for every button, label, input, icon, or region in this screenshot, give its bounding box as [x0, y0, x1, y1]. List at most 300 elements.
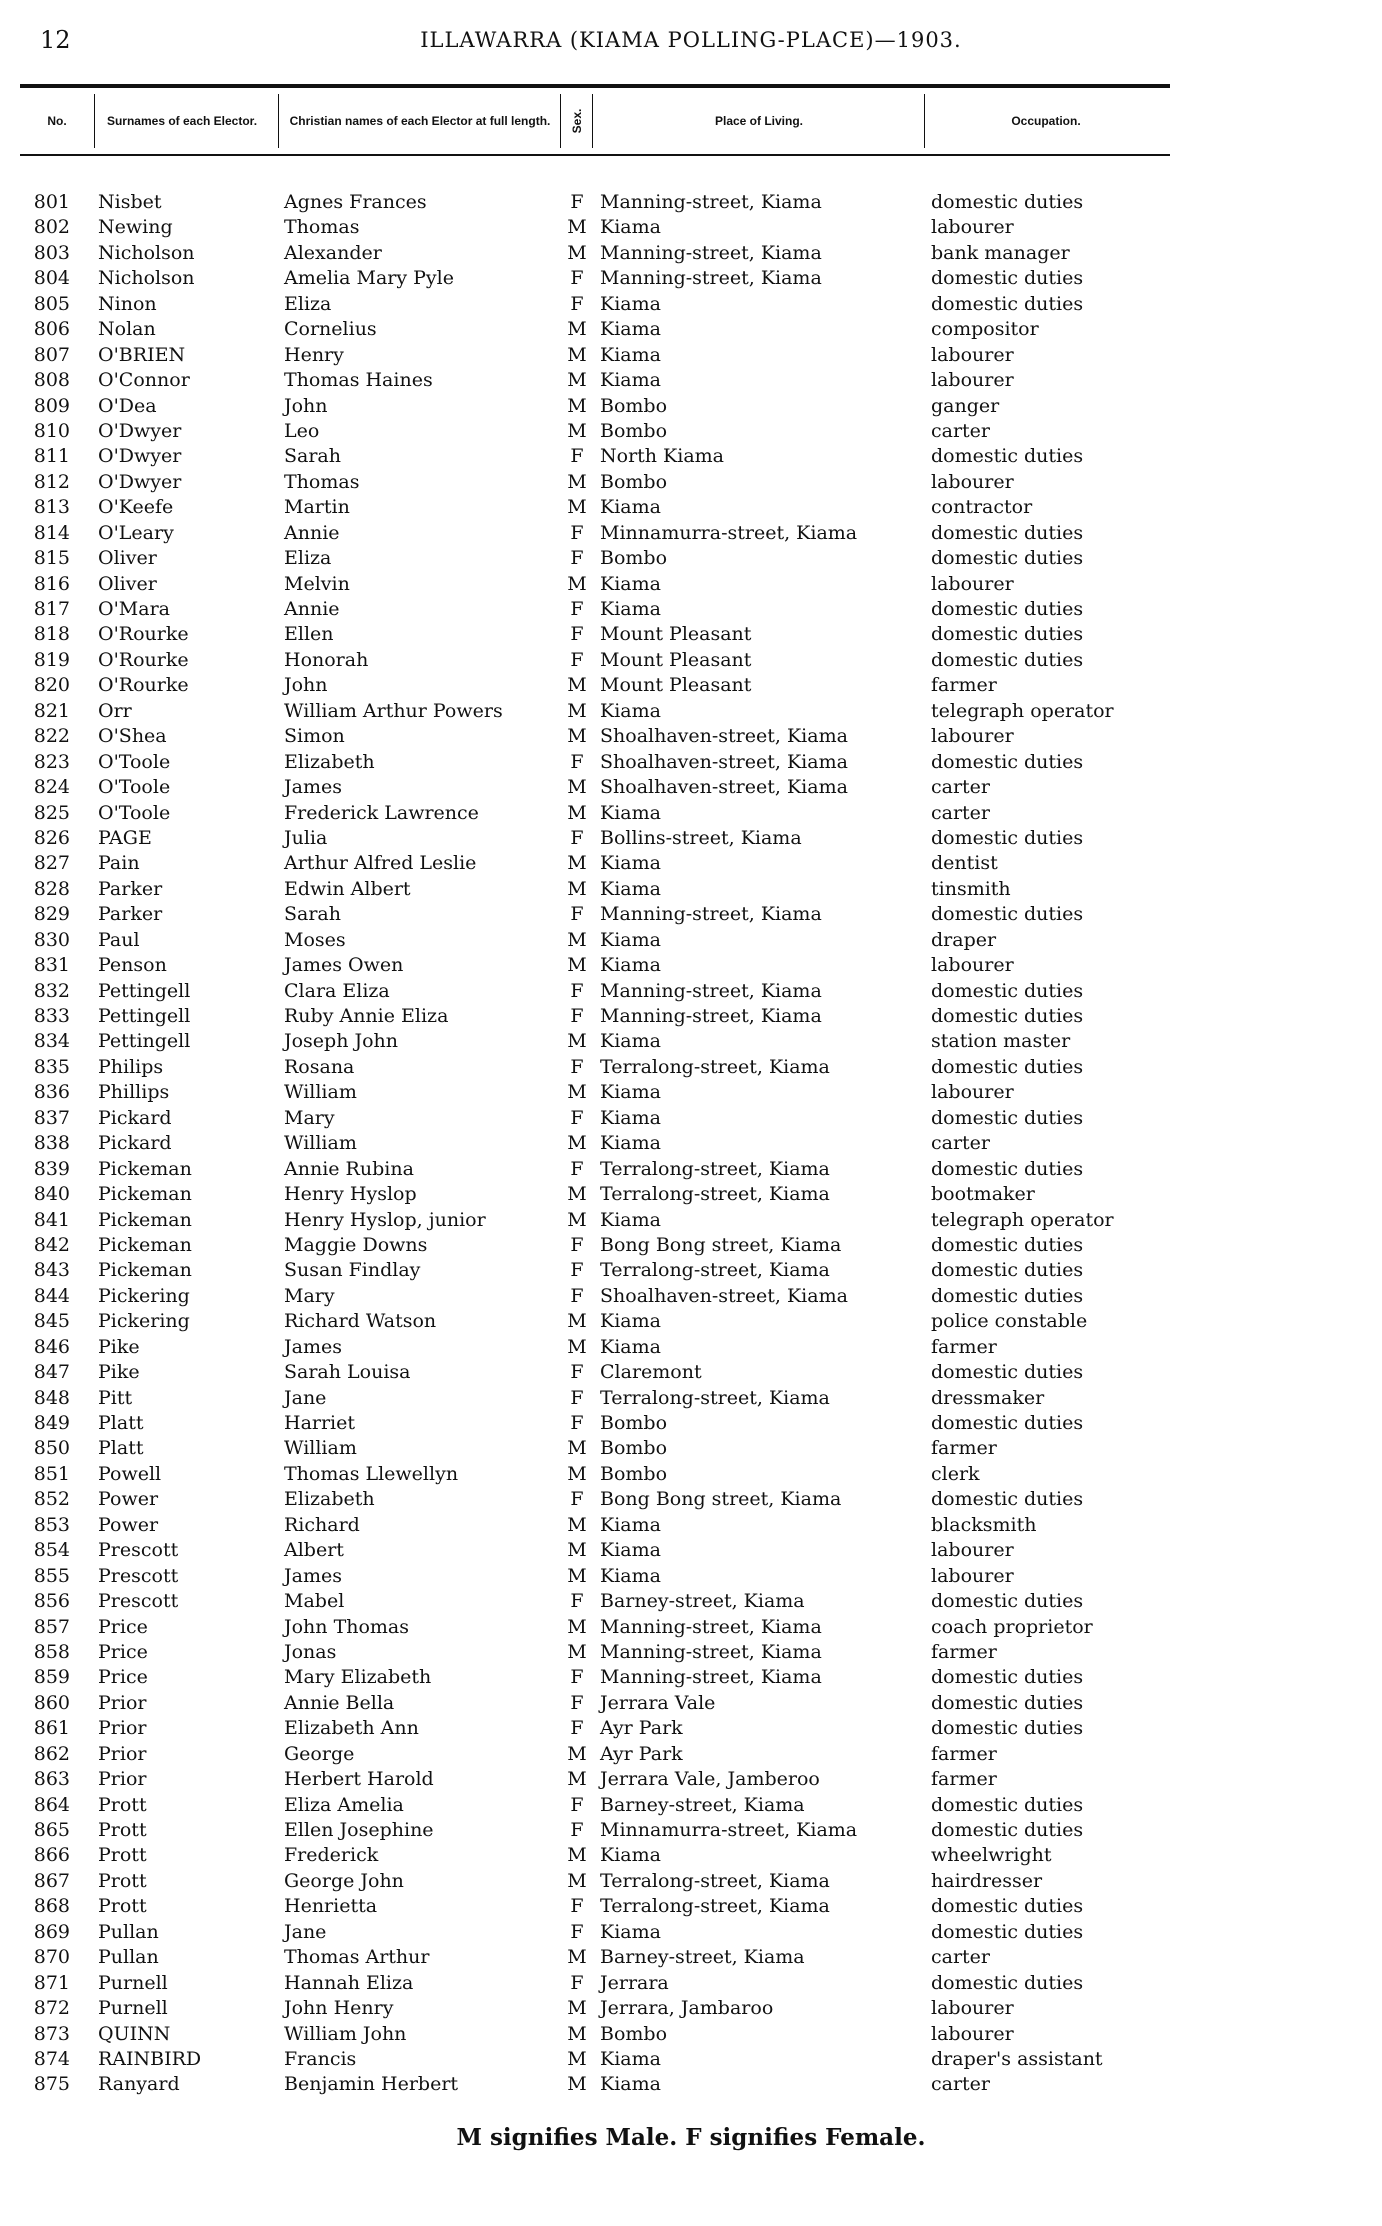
surname: O'Rourke [98, 623, 189, 646]
elector-number: 845 [33, 1310, 70, 1333]
occupation: dentist [931, 852, 998, 875]
place-of-living: Kiama [600, 2047, 661, 2070]
occupation: labourer [931, 1539, 1014, 1562]
christian-names: Jane [284, 1920, 327, 1943]
place-of-living: Kiama [600, 1844, 661, 1867]
elector-row [0, 495, 1382, 520]
christian-names: William [284, 1132, 357, 1155]
elector-number: 802 [33, 216, 70, 239]
header-rule-top [20, 84, 1170, 88]
elector-number: 868 [33, 1895, 70, 1918]
place-of-living: Kiama [600, 1208, 661, 1231]
elector-row [0, 2022, 1382, 2047]
elector-row [0, 953, 1382, 978]
elector-list [0, 190, 1382, 2098]
sex: F [570, 598, 584, 620]
occupation: domestic duties [931, 1590, 1084, 1613]
elector-row [0, 979, 1382, 1004]
elector-number: 834 [33, 1030, 70, 1053]
place-of-living: Kiama [600, 801, 661, 824]
elector-row [0, 673, 1382, 698]
surname: Purnell [98, 1997, 168, 2020]
occupation: contractor [931, 496, 1033, 519]
surname: Pickeman [98, 1183, 192, 1206]
surname: Oliver [98, 547, 157, 570]
elector-number: 836 [33, 1081, 70, 1104]
elector-number: 869 [33, 1920, 70, 1943]
place-of-living: Kiama [600, 572, 661, 595]
elector-row [0, 1487, 1382, 1512]
surname: Pain [98, 852, 140, 875]
place-of-living: Shoalhaven-street, Kiama [600, 1284, 848, 1307]
elector-row [0, 1462, 1382, 1487]
occupation: carter [931, 2073, 991, 2096]
elector-row [0, 902, 1382, 927]
place-of-living: Kiama [600, 1539, 661, 1562]
surname: Pickeman [98, 1259, 192, 1282]
surname: Prott [98, 1869, 147, 1892]
elector-number: 822 [33, 725, 70, 748]
surname: Pitt [98, 1386, 133, 1409]
elector-row [0, 572, 1382, 597]
occupation: carter [931, 1132, 991, 1155]
surname: O'Dwyer [98, 445, 182, 468]
elector-number: 843 [33, 1259, 70, 1282]
christian-names: Thomas [284, 216, 360, 239]
elector-row [0, 724, 1382, 749]
elector-row [0, 1182, 1382, 1207]
occupation: draper's assistant [931, 2047, 1103, 2070]
surname: Pickering [98, 1310, 190, 1333]
christian-names: Rosana [284, 1055, 355, 1078]
place-of-living: Kiama [600, 1920, 661, 1943]
christian-names: Elizabeth [284, 1488, 375, 1511]
elector-number: 859 [33, 1666, 70, 1689]
surname: Prior [98, 1717, 147, 1740]
surname: Prior [98, 1742, 147, 1765]
christian-names: John Thomas [284, 1615, 410, 1638]
christian-names: Frederick Lawrence [284, 801, 479, 824]
elector-number: 874 [33, 2047, 70, 2070]
elector-row [0, 1971, 1382, 1996]
sex: M [567, 699, 587, 722]
elector-row [0, 241, 1382, 266]
surname: O'Toole [98, 801, 171, 824]
occupation: labourer [931, 470, 1014, 493]
surname: Pullan [98, 1946, 159, 1969]
elector-number: 830 [33, 928, 70, 951]
sex: M [567, 496, 587, 519]
occupation: labourer [931, 1997, 1014, 2020]
place-of-living: Kiama [600, 1081, 661, 1104]
christian-names: William Arthur Powers [284, 699, 503, 722]
occupation: compositor [931, 318, 1039, 341]
elector-row [0, 1996, 1382, 2021]
christian-names: Clara Eliza [284, 979, 390, 1002]
occupation: labourer [931, 1564, 1014, 1587]
elector-number: 852 [33, 1488, 70, 1511]
christian-names: James [284, 1335, 342, 1358]
occupation: bootmaker [931, 1183, 1035, 1206]
occupation: domestic duties [931, 1005, 1084, 1027]
christian-names: James [284, 776, 342, 799]
occupation: domestic duties [931, 1259, 1084, 1282]
elector-number: 825 [33, 801, 70, 824]
occupation: domestic duties [931, 903, 1084, 926]
header-rule-bottom [20, 154, 1170, 156]
place-of-living: Manning-street, Kiama [600, 1005, 822, 1027]
sex: F [570, 1361, 584, 1384]
occupation: domestic duties [931, 445, 1084, 468]
place-of-living: Terralong-street, Kiama [600, 1055, 830, 1078]
elector-number: 858 [33, 1640, 70, 1663]
column-divider [592, 94, 593, 148]
place-of-living: Jerrara, Jambaroo [600, 1997, 774, 2020]
surname: Platt [98, 1412, 144, 1434]
occupation: domestic duties [931, 750, 1084, 773]
place-of-living: Kiama [600, 852, 661, 875]
column-divider [278, 94, 279, 148]
surname: Ranyard [98, 2073, 180, 2096]
christian-names: Frederick [284, 1844, 379, 1867]
occupation: station master [931, 1030, 1071, 1053]
christian-names: Francis [284, 2047, 357, 2070]
sex: F [570, 1590, 584, 1613]
elector-row [0, 1589, 1382, 1614]
christian-names: Ellen Josephine [284, 1819, 434, 1841]
elector-number: 867 [33, 1869, 70, 1892]
surname: O'Rourke [98, 648, 189, 671]
elector-number: 808 [33, 369, 70, 392]
sex: M [567, 343, 587, 366]
surname: O'Leary [98, 521, 174, 544]
column-divider [94, 94, 95, 148]
place-of-living: Bombo [600, 1462, 668, 1485]
occupation: labourer [931, 343, 1014, 366]
elector-number: 861 [33, 1717, 70, 1740]
place-of-living: Barney-street, Kiama [600, 1793, 805, 1816]
sex: M [567, 1869, 587, 1892]
sex: M [567, 1615, 587, 1638]
place-of-living: Shoalhaven-street, Kiama [600, 725, 848, 748]
elector-row [0, 775, 1382, 800]
surname: Parker [98, 877, 163, 900]
occupation: labourer [931, 2022, 1014, 2045]
elector-row [0, 343, 1382, 368]
christian-names: Cornelius [284, 318, 377, 341]
surname: Pickeman [98, 1157, 192, 1180]
place-of-living: Manning-street, Kiama [600, 267, 822, 290]
occupation: ganger [931, 394, 1000, 417]
sex: F [570, 1488, 584, 1511]
occupation: domestic duties [931, 1361, 1084, 1384]
column-header [20, 90, 1170, 152]
sex: M [567, 1335, 587, 1358]
sex: M [567, 1310, 587, 1333]
place-of-living: Bombo [600, 470, 668, 493]
place-of-living: Kiama [600, 369, 661, 392]
elector-number: 810 [33, 419, 70, 442]
christian-names: Leo [284, 419, 320, 442]
christian-names: Eliza Amelia [284, 1793, 404, 1816]
sex: M [567, 470, 587, 493]
occupation: domestic duties [931, 267, 1084, 290]
occupation: labourer [931, 725, 1014, 748]
occupation: labourer [931, 954, 1014, 977]
sex: F [570, 648, 584, 671]
elector-number: 816 [33, 572, 70, 595]
elector-number: 865 [33, 1819, 70, 1841]
elector-number: 811 [33, 445, 70, 468]
elector-number: 872 [33, 1997, 70, 2020]
surname: Price [98, 1615, 148, 1638]
place-of-living: Kiama [600, 343, 661, 366]
place-of-living: Bong Bong street, Kiama [600, 1488, 842, 1511]
occupation: domestic duties [931, 1233, 1084, 1256]
sex: F [570, 445, 584, 468]
place-of-living: Shoalhaven-street, Kiama [600, 750, 848, 773]
elector-number: 815 [33, 547, 70, 570]
elector-row [0, 877, 1382, 902]
christian-names: Annie [284, 521, 340, 544]
elector-row [0, 699, 1382, 724]
elector-row [0, 1564, 1382, 1589]
christian-names: Honorah [284, 648, 369, 671]
elector-number: 804 [33, 267, 70, 290]
occupation: domestic duties [931, 1971, 1084, 1994]
christian-names: Herbert Harold [284, 1768, 434, 1791]
elector-number: 850 [33, 1437, 70, 1460]
christian-names: Richard Watson [284, 1310, 437, 1333]
surname: Philips [98, 1055, 164, 1078]
elector-row [0, 190, 1382, 215]
sex: F [570, 1895, 584, 1918]
elector-row [0, 1233, 1382, 1258]
elector-row [0, 444, 1382, 469]
christian-names: Simon [284, 725, 345, 748]
christian-names: Sarah Louisa [284, 1361, 411, 1384]
christian-names: Mary Elizabeth [284, 1666, 432, 1689]
elector-number: 870 [33, 1946, 70, 1969]
elector-row [0, 1436, 1382, 1461]
place-of-living: Manning-street, Kiama [600, 979, 822, 1002]
christian-names: Eliza [284, 292, 332, 315]
christian-names: Jonas [284, 1640, 337, 1663]
surname: O'Shea [98, 725, 167, 748]
sex: F [570, 1284, 584, 1307]
surname: Pickering [98, 1284, 190, 1307]
column-header-place: Place of Living. [714, 113, 804, 128]
place-of-living: Jerrara Vale, Jamberoo [600, 1768, 820, 1791]
surname: PAGE [98, 826, 152, 849]
surname: Penson [98, 954, 167, 977]
elector-row [0, 1716, 1382, 1741]
christian-names: Thomas Llewellyn [284, 1462, 459, 1485]
place-of-living: Terralong-street, Kiama [600, 1895, 830, 1918]
occupation: domestic duties [931, 1284, 1084, 1307]
elector-number: 857 [33, 1615, 70, 1638]
place-of-living: Barney-street, Kiama [600, 1946, 805, 1969]
christian-names: Annie [284, 598, 340, 620]
surname: O'Mara [98, 598, 170, 620]
surname: Nisbet [98, 191, 162, 213]
sex: F [570, 826, 584, 849]
place-of-living: Manning-street, Kiama [600, 1640, 822, 1663]
christian-names: Susan Findlay [284, 1259, 421, 1282]
occupation: domestic duties [931, 1717, 1084, 1740]
occupation: domestic duties [931, 191, 1084, 213]
elector-number: 819 [33, 648, 70, 671]
elector-number: 809 [33, 394, 70, 417]
column-header-occupation: Occupation. [1011, 113, 1081, 128]
sex: F [570, 1691, 584, 1714]
elector-number: 864 [33, 1793, 70, 1816]
occupation: labourer [931, 369, 1014, 392]
elector-row [0, 1131, 1382, 1156]
place-of-living: Kiama [600, 598, 661, 620]
christian-names: William [284, 1437, 357, 1460]
place-of-living: Kiama [600, 1132, 661, 1155]
place-of-living: Kiama [600, 1564, 661, 1587]
place-of-living: Kiama [600, 318, 661, 341]
elector-number: 841 [33, 1208, 70, 1231]
sex: M [567, 1030, 587, 1053]
elector-row [0, 1742, 1382, 1767]
place-of-living: North Kiama [600, 445, 725, 468]
christian-names: Julia [284, 826, 328, 849]
surname: O'Dwyer [98, 470, 182, 493]
elector-row [0, 1004, 1382, 1029]
occupation: domestic duties [931, 292, 1084, 315]
occupation: farmer [931, 1742, 997, 1765]
occupation: domestic duties [931, 1819, 1084, 1841]
elector-number: 854 [33, 1539, 70, 1562]
surname: Pickeman [98, 1233, 192, 1256]
column-header-surname: Surnames of each Elector. [106, 113, 258, 128]
elector-number: 873 [33, 2022, 70, 2045]
christian-names: Thomas Haines [284, 369, 433, 392]
surname: Pickard [98, 1106, 172, 1129]
sex: F [570, 1233, 584, 1256]
occupation: domestic duties [931, 1157, 1084, 1180]
christian-names: Annie Bella [284, 1691, 395, 1714]
occupation: domestic duties [931, 598, 1084, 620]
elector-number: 871 [33, 1971, 70, 1994]
elector-number: 824 [33, 776, 70, 799]
surname: Prott [98, 1844, 147, 1867]
occupation: telegraph operator [931, 699, 1114, 722]
place-of-living: Ayr Park [600, 1742, 683, 1765]
elector-number: 862 [33, 1742, 70, 1765]
occupation: domestic duties [931, 648, 1084, 671]
christian-names: Ruby Annie Eliza [284, 1005, 449, 1027]
column-header-christian-names: Christian names of each Elector at full length. [289, 113, 551, 128]
surname: Prior [98, 1768, 147, 1791]
elector-row [0, 826, 1382, 851]
surname: Ninon [98, 292, 157, 315]
occupation: carter [931, 776, 991, 799]
elector-row [0, 1665, 1382, 1690]
sex: M [567, 2047, 587, 2070]
column-header-sex: Sex. [569, 108, 584, 134]
sex: M [567, 216, 587, 239]
sex: M [567, 1539, 587, 1562]
elector-row [0, 1793, 1382, 1818]
surname: QUINN [98, 2022, 171, 2045]
occupation: farmer [931, 1335, 997, 1358]
sex: M [567, 1132, 587, 1155]
sex: F [570, 1259, 584, 1282]
sex: F [570, 1386, 584, 1409]
sex: M [567, 801, 587, 824]
occupation: carter [931, 801, 991, 824]
place-of-living: Bong Bong street, Kiama [600, 1233, 842, 1256]
surname: Pettingell [98, 979, 191, 1002]
elector-number: 829 [33, 903, 70, 926]
surname: RAINBIRD [98, 2047, 202, 2070]
place-of-living: Kiama [600, 496, 661, 519]
occupation: dressmaker [931, 1386, 1045, 1409]
surname: O'Toole [98, 750, 171, 773]
elector-number: 817 [33, 598, 70, 620]
christian-names: Thomas Arthur [284, 1946, 430, 1969]
elector-row [0, 1818, 1382, 1843]
elector-row [0, 597, 1382, 622]
christian-names: Annie Rubina [284, 1157, 414, 1180]
christian-names: William [284, 1081, 357, 1104]
sex: F [570, 1055, 584, 1078]
elector-row [0, 368, 1382, 393]
occupation: farmer [931, 1437, 997, 1460]
elector-number: 855 [33, 1564, 70, 1587]
place-of-living: Jerrara Vale [600, 1691, 716, 1714]
elector-row [0, 1513, 1382, 1538]
christian-names: Jane [284, 1386, 327, 1409]
occupation: domestic duties [931, 623, 1084, 646]
place-of-living: Mount Pleasant [600, 648, 752, 671]
occupation: domestic duties [931, 521, 1084, 544]
christian-names: James [284, 1564, 342, 1587]
sex: M [567, 877, 587, 900]
occupation: domestic duties [931, 1412, 1084, 1434]
place-of-living: Ayr Park [600, 1717, 683, 1740]
elector-number: 823 [33, 750, 70, 773]
surname: Price [98, 1640, 148, 1663]
sex: F [570, 1717, 584, 1740]
elector-row [0, 928, 1382, 953]
surname: Prott [98, 1793, 147, 1816]
elector-number: 851 [33, 1462, 70, 1485]
christian-names: Harriet [284, 1412, 356, 1434]
place-of-living: Bollins-street, Kiama [600, 826, 802, 849]
sex: M [567, 1513, 587, 1536]
occupation: coach proprietor [931, 1615, 1093, 1638]
sex: M [567, 1997, 587, 2020]
christian-names: James Owen [284, 954, 404, 977]
place-of-living: Bombo [600, 1412, 668, 1434]
christian-names: Sarah [284, 445, 341, 468]
elector-row [0, 648, 1382, 673]
elector-row [0, 1767, 1382, 1792]
elector-row [0, 470, 1382, 495]
occupation: domestic duties [931, 1488, 1084, 1511]
surname: Purnell [98, 1971, 168, 1994]
place-of-living: Kiama [600, 292, 661, 315]
surname: O'Keefe [98, 496, 174, 519]
place-of-living: Manning-street, Kiama [600, 1666, 822, 1689]
elector-row [0, 1335, 1382, 1360]
place-of-living: Terralong-street, Kiama [600, 1259, 830, 1282]
